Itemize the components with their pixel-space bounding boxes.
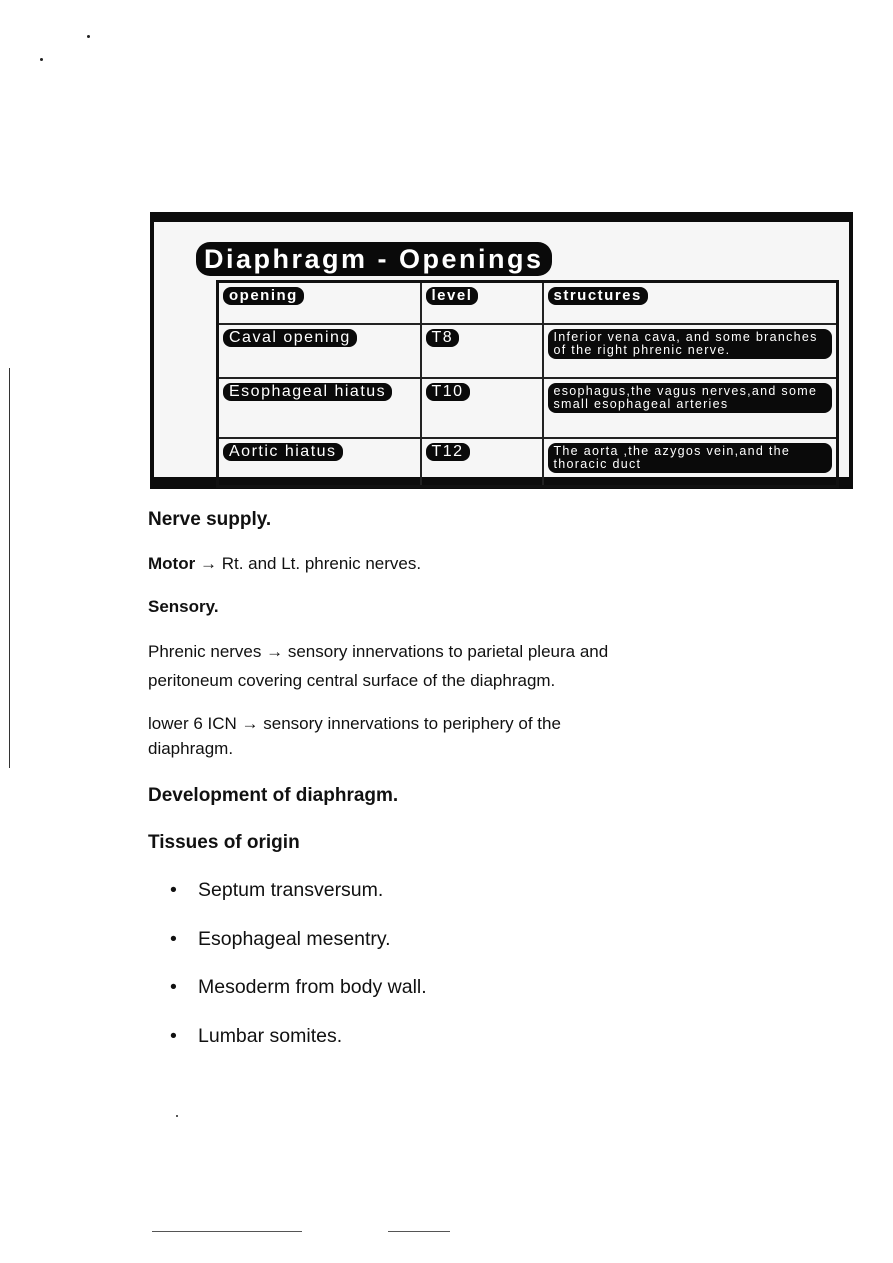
opening-name: Aortic hiatus [223, 443, 343, 461]
header-opening: opening [223, 287, 304, 305]
table-cell [218, 324, 421, 378]
vertebral-level: T12 [426, 443, 470, 461]
list-item-text: Septum transversum. [198, 879, 384, 901]
vertebral-level: T8 [426, 329, 460, 347]
scan-speck [87, 35, 90, 38]
list-item [148, 921, 427, 970]
structures-text: Inferior vena cava, and some branches of the right phrenic nerve. [548, 329, 833, 359]
figure-panel [154, 222, 849, 477]
openings-table [216, 280, 839, 488]
motor-line [148, 551, 421, 577]
table-cell [543, 378, 838, 438]
opening-name: Caval opening [223, 329, 357, 347]
sensory-heading: Sensory. [148, 597, 219, 616]
bullet-icon: • [170, 879, 177, 901]
list-item [148, 969, 427, 1018]
phrenic-line-1: Phrenic nerves → sensory innervations to parietal pleura and [148, 642, 609, 661]
nerve-supply-heading: Nerve supply. [148, 509, 272, 530]
list-item-text: Esophageal mesentry. [198, 927, 391, 950]
structures-text: esophagus,the vagus nerves,and some small esophageal arteries [548, 383, 833, 413]
header-structures: structures [548, 287, 648, 305]
bullet-icon: • [170, 1024, 177, 1047]
scan-speck [176, 1115, 178, 1117]
motor-text: Rt. and Lt. phrenic nerves. [221, 554, 422, 573]
table-cell [421, 378, 543, 438]
bullet-icon: • [170, 927, 177, 950]
phrenic-line-2: peritoneum covering central surface of the diaphragm. [148, 671, 556, 690]
figure-title: Diaphragm - Openings [196, 242, 552, 276]
header-cell [421, 282, 543, 325]
openings-figure [150, 212, 853, 489]
footer-rule [152, 1231, 302, 1232]
header-cell [218, 282, 421, 325]
list-item [148, 1018, 427, 1067]
icn-line-2: diaphragm. [148, 739, 234, 758]
opening-name: Esophageal hiatus [223, 383, 392, 401]
header-level: level [426, 287, 479, 305]
bullet-icon: • [170, 976, 177, 998]
origins-list [148, 872, 427, 1066]
header-cell [543, 282, 838, 325]
table-row [218, 438, 838, 487]
vertebral-level: T10 [426, 383, 470, 401]
tissues-subheading: Tissues of origin [148, 832, 300, 853]
table-cell [218, 378, 421, 438]
table-cell [218, 438, 421, 487]
scan-margin-line [9, 368, 10, 768]
structures-text: The aorta ,the azygos vein,and the thoracic duct [548, 443, 833, 473]
table-cell [543, 324, 838, 378]
table-header-row [218, 282, 838, 325]
table-row [218, 324, 838, 378]
table-row [218, 378, 838, 438]
table-cell [421, 324, 543, 378]
footer-rule [388, 1231, 450, 1232]
arrow-icon: → [199, 554, 217, 573]
list-item-text: Lumbar somites. [198, 1024, 343, 1047]
icn-line-1: lower 6 ICN → sensory innervations to periphery of the [148, 714, 561, 733]
scan-speck [40, 58, 43, 61]
table-cell [421, 438, 543, 487]
list-item [148, 872, 427, 921]
development-heading: Development of diaphragm. [148, 785, 399, 806]
table-cell [543, 438, 838, 487]
motor-label: Motor [148, 554, 196, 573]
list-item-text: Mesoderm from body wall. [198, 976, 427, 998]
